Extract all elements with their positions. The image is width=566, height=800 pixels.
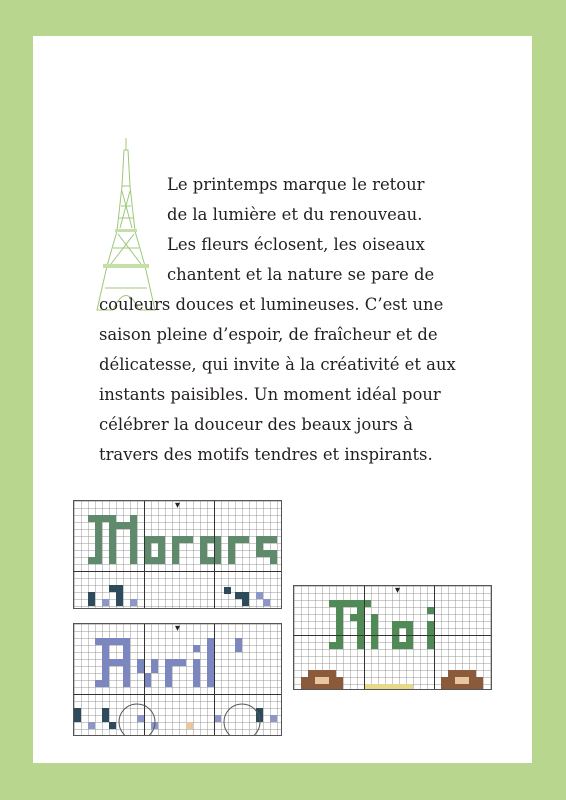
- grid-divider: [74, 571, 281, 572]
- cross-stitch-chart-mai: [293, 585, 492, 690]
- paragraph-line: de la lumière et du renouveau.: [167, 205, 423, 224]
- cross-stitch-chart-avril: [73, 623, 282, 736]
- down-arrow-icon: ▾: [175, 623, 181, 634]
- grid-divider: [294, 635, 491, 636]
- paragraph-line: délicatesse, qui invite à la créativité et aux: [99, 355, 456, 374]
- grid-divider: [144, 624, 145, 735]
- mars-motif: [74, 501, 281, 608]
- down-arrow-icon: ▾: [175, 500, 181, 511]
- grid-divider: [144, 501, 145, 608]
- paragraph-line: célébrer la douceur des beaux jours à: [99, 415, 414, 434]
- grid-divider: [214, 501, 215, 608]
- grid-divider: [74, 694, 281, 695]
- mai-motif: [294, 586, 491, 689]
- down-arrow-icon: ▾: [395, 585, 401, 596]
- cross-stitch-chart-mars: [73, 500, 282, 609]
- grid-divider: [214, 624, 215, 735]
- grid-divider: [364, 586, 365, 689]
- paragraph-line: saison pleine d’espoir, de fraîcheur et de: [99, 325, 438, 344]
- paragraph-line: chantent et la nature se pare de: [167, 265, 435, 284]
- page: [33, 36, 532, 763]
- paragraph-line: travers des motifs tendres et inspirants.: [99, 445, 433, 464]
- paragraph-line: Le printemps marque le retour: [167, 175, 425, 194]
- avril-motif: [74, 624, 281, 735]
- paragraph-line: Les fleurs éclosent, les oiseaux: [167, 235, 425, 254]
- grid-divider: [434, 586, 435, 689]
- paragraph-line: couleurs douces et lumineuses. C’est une: [99, 295, 444, 314]
- intro-paragraph: [99, 170, 499, 470]
- paragraph-line: instants paisibles. Un moment idéal pour: [99, 385, 441, 404]
